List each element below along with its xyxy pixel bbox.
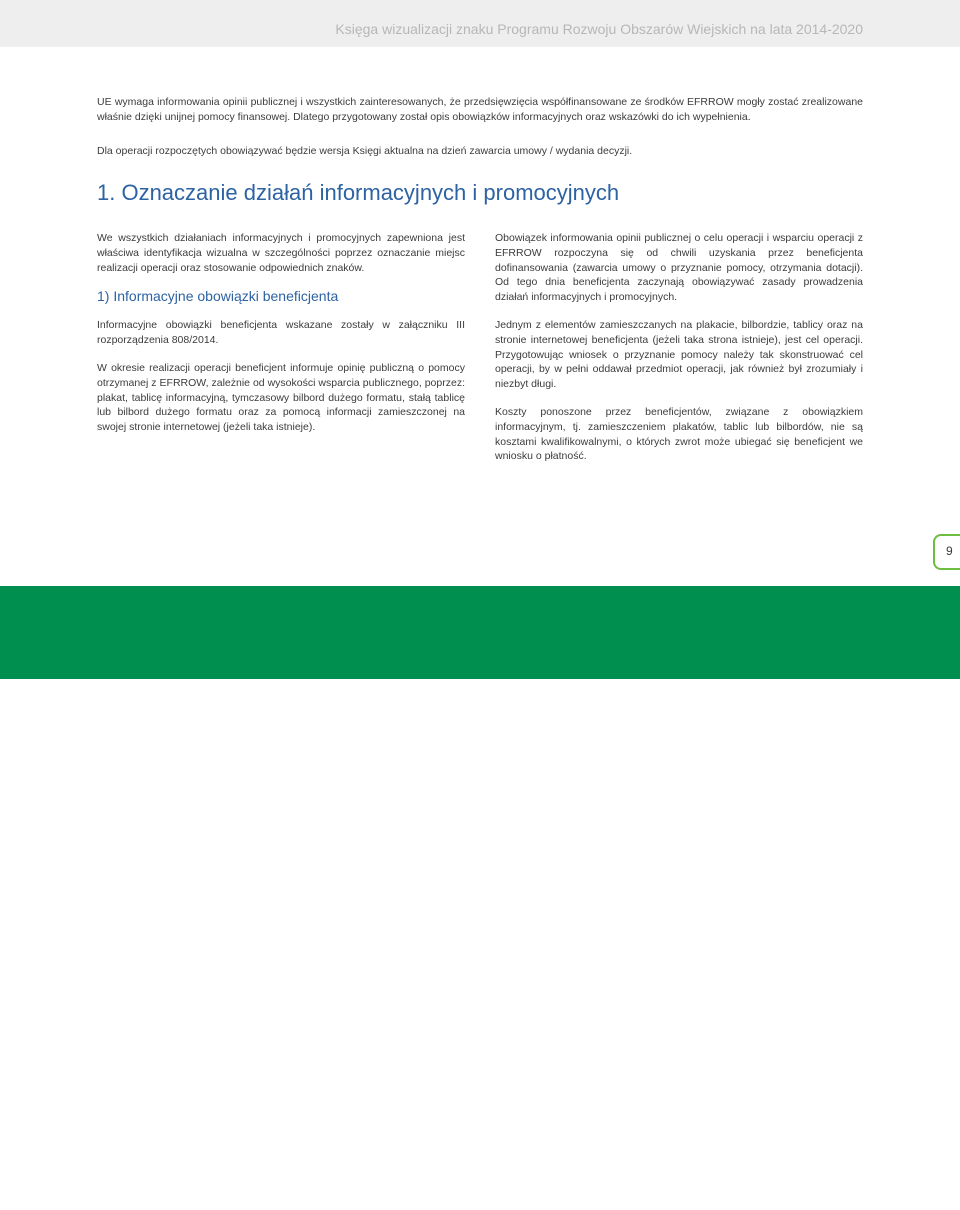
subheading-beneficiary-obligations: 1) Informacyjne obowiązki beneficjenta [97, 288, 339, 305]
page-number: 9 [946, 544, 953, 558]
intro-paragraph-1: UE wymaga informowania opinii publicznej i wszystkich zainteresowanych, że przedsięwzięcia współfinansowane ze środków EFRROW mogły zostać zrealizowane właśnie dzięki unijnej pomocy finansowej. Dlatego przygotowany został opis obowiązków informacyjnych oraz wskazówki do ich wypełnienia. [97, 96, 863, 123]
right-paragraph-1: Obowiązek informowania opinii publicznej o celu operacji i wsparciu operacji z EFRROW rozpoczyna się od chwili uzyskania przez beneficjenta dofinansowania (zawarcia umowy o przyznanie pomocy, otrzymania dotacji). Od tego dnia beneficjenta zaczynają obowiązywać zasady prowadzenia działań informacyjnych i promocyjnych. [495, 232, 863, 304]
intro-paragraph-2: Dla operacji rozpoczętych obowiązywać będzie wersja Księgi aktualna na dzień zawarcia umowy / wydania decyzji. [97, 145, 633, 157]
left-paragraph-1: We wszystkich działaniach informacyjnych i promocyjnych zapewniona jest właściwa identyfikacja wizualna w szczególności poprzez oznaczanie miejsc realizacji operacji oraz stosowanie odpowiednich znaków. [97, 232, 465, 274]
right-column [495, 231, 863, 477]
left-paragraph-2: Informacyjne obowiązki beneficjenta wskazane zostały w załączniku III rozporządzenia 808/2014. [97, 319, 465, 347]
section-title: 1. Oznaczanie działań informacyjnych i promocyjnych [97, 180, 620, 205]
document-title: Księga wizualizacji znaku Programu Rozwoju Obszarów Wiejskich na lata 2014-2020 [335, 21, 863, 37]
right-paragraph-2: Jednym z elementów zamieszczanych na plakacie, bilbordzie, tablicy oraz na stronie internetowej beneficjenta (jeżeli taka strona istnieje), jest cel operacji. Przygotowując wniosek o przyznanie pomocy należy tak skonstruować cel operacji, by w pełni oddawał przedmiot operacji, jak również był zrozumiały i niezbyt długi. [495, 318, 863, 391]
left-paragraph-3: W okresie realizacji operacji beneficjent informuje opinię publiczną o pomocy otrzymanej z EFRROW, zależnie od wysokości wsparcia publicznego, poprzez: plakat, tablicę informacyjną, tymczasowy bilbord dużego formatu, stałą tablicę lub bilbord dużego formatu oraz za pomocą informacji zamieszczonej na swojej stronie internetowej (jeżeli taka istnieje). [97, 361, 465, 434]
footer-ministry-name: Ministerstwo Rolnictwa i Rozwoju Wsi [645, 1195, 863, 1210]
left-column [97, 231, 465, 448]
right-paragraph-3: Koszty ponoszone przez beneficjentów, związane z obowiązkiem informacyjnym, tj. zamieszczeniem plakatów, tablic lub bilbordów, nie są kosztami kwalifikowalnymi, o których zwrot może ubiegać się beneficjent we wniosku o płatność. [495, 405, 863, 463]
header-band [0, 0, 960, 47]
footer-band [0, 586, 960, 1210]
